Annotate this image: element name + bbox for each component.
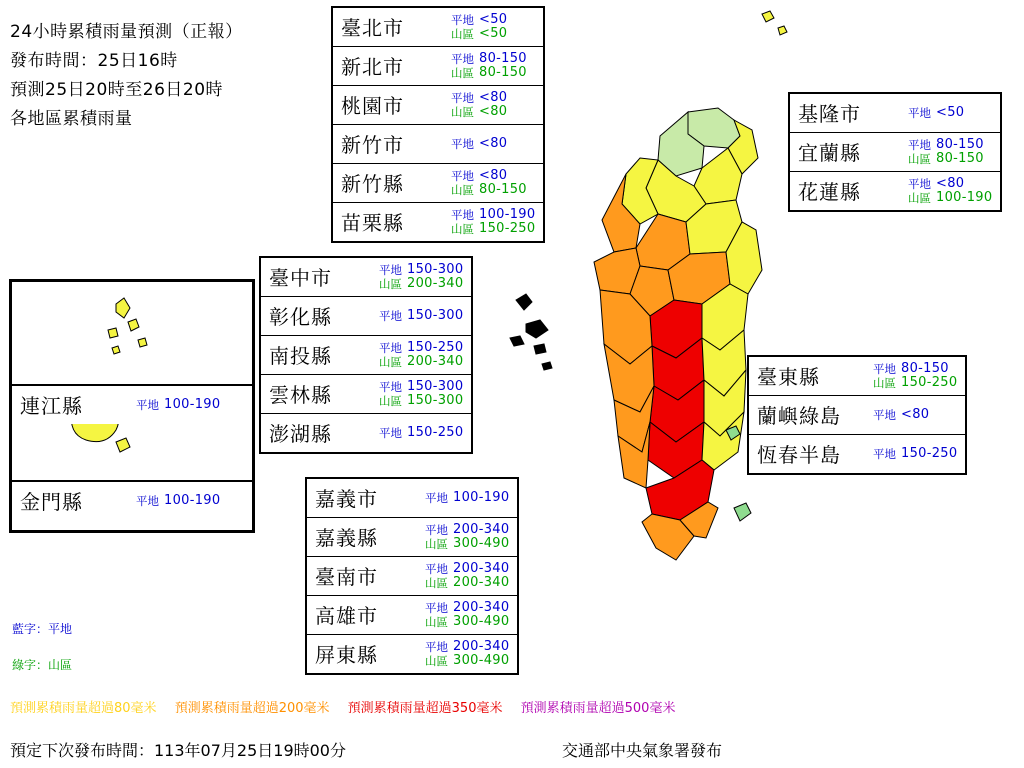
region-values bbox=[869, 357, 965, 395]
table-row[interactable] bbox=[307, 635, 517, 673]
plain-value: 100-190 bbox=[164, 493, 221, 508]
south-region-table bbox=[305, 477, 519, 675]
plain-label: 平地 bbox=[379, 309, 402, 323]
legend-over-500: 預測累積雨量超過500毫米 bbox=[520, 701, 676, 716]
region-values bbox=[869, 435, 965, 473]
mountain-label: 山區 bbox=[379, 277, 402, 291]
plain-value: 80-150 bbox=[479, 51, 527, 66]
region-name: 澎湖縣 bbox=[269, 422, 332, 446]
region-name: 蘭嶼綠島 bbox=[757, 404, 841, 428]
mountain-label: 山區 bbox=[425, 576, 448, 590]
region-name: 嘉義縣 bbox=[315, 526, 378, 550]
region-name: 新北市 bbox=[341, 55, 404, 79]
plain-value: 80-150 bbox=[901, 361, 949, 376]
mountain-label: 山區 bbox=[425, 615, 448, 629]
table-row[interactable] bbox=[749, 357, 965, 396]
region-values bbox=[421, 635, 517, 673]
plain-label: 平地 bbox=[908, 106, 931, 120]
table-row[interactable] bbox=[333, 164, 543, 203]
region-name: 臺東縣 bbox=[757, 365, 820, 389]
region-values bbox=[904, 94, 972, 132]
plain-label: 平地 bbox=[425, 601, 448, 615]
region-values bbox=[375, 414, 471, 452]
mountain-label: 山區 bbox=[379, 394, 402, 408]
mountain-label: 山區 bbox=[873, 376, 896, 390]
region-values bbox=[421, 479, 517, 517]
mountain-value: 300-490 bbox=[453, 536, 510, 551]
plain-value: 200-340 bbox=[453, 522, 510, 537]
mountain-label: 山區 bbox=[379, 355, 402, 369]
plain-label: 平地 bbox=[136, 398, 159, 412]
mountain-value: 100-190 bbox=[936, 190, 993, 205]
table-row[interactable] bbox=[261, 414, 471, 452]
plain-value: 200-340 bbox=[453, 561, 510, 576]
region-values bbox=[375, 258, 471, 296]
region-name: 臺中市 bbox=[269, 266, 332, 290]
mountain-label: 山區 bbox=[451, 183, 474, 197]
region-values bbox=[375, 375, 471, 413]
region-values bbox=[421, 557, 517, 595]
issuing-agency: 交通部中央氣象署發布 bbox=[562, 741, 723, 760]
plain-value: 200-340 bbox=[453, 639, 510, 654]
mountain-value: 150-250 bbox=[901, 375, 958, 390]
table-row[interactable] bbox=[307, 518, 517, 557]
table-row[interactable] bbox=[790, 172, 1000, 210]
table-row[interactable] bbox=[333, 203, 543, 241]
legend-over-200: 預測累積雨量超過200毫米 bbox=[174, 701, 330, 716]
mountain-value: 200-340 bbox=[453, 575, 510, 590]
region-name: 宜蘭縣 bbox=[798, 141, 861, 165]
plain-value: 150-250 bbox=[901, 446, 958, 461]
mountain-label: 山區 bbox=[908, 152, 931, 166]
region-name: 苗栗縣 bbox=[341, 211, 404, 235]
region-rainfall-line: 各地區累積雨量 bbox=[10, 109, 133, 129]
plain-value: 100-190 bbox=[164, 397, 221, 412]
plain-value: <80 bbox=[479, 90, 508, 105]
region-name: 桃園市 bbox=[341, 94, 404, 118]
region-name: 花蓮縣 bbox=[798, 180, 861, 204]
plain-label: 平地 bbox=[425, 523, 448, 537]
table-row[interactable] bbox=[307, 557, 517, 596]
plain-label: 平地 bbox=[425, 491, 448, 505]
region-name: 南投縣 bbox=[269, 344, 332, 368]
region-values bbox=[447, 47, 535, 85]
mountain-value: <50 bbox=[479, 26, 508, 41]
region-values bbox=[869, 396, 937, 434]
color-scale-legend bbox=[10, 697, 689, 716]
region-name: 基隆市 bbox=[798, 102, 861, 126]
table-row[interactable] bbox=[749, 435, 965, 473]
plain-value: <50 bbox=[936, 105, 965, 120]
region-values bbox=[421, 518, 517, 556]
plain-label: 平地 bbox=[873, 408, 896, 422]
plain-label: 平地 bbox=[379, 426, 402, 440]
region-values bbox=[904, 133, 992, 171]
plain-value: <80 bbox=[936, 176, 965, 191]
region-values bbox=[375, 297, 471, 335]
mountain-label: 山區 bbox=[451, 105, 474, 119]
plain-value: 200-340 bbox=[453, 600, 510, 615]
region-values bbox=[447, 203, 543, 241]
plain-label: 平地 bbox=[451, 137, 474, 151]
header-block bbox=[10, 18, 243, 134]
table-row[interactable] bbox=[307, 479, 517, 518]
region-name: 新竹縣 bbox=[341, 172, 404, 196]
plain-value: <50 bbox=[479, 12, 508, 27]
kinmen-label-row bbox=[12, 480, 252, 520]
plain-value: 100-190 bbox=[453, 490, 510, 505]
table-row[interactable] bbox=[790, 133, 1000, 172]
mountain-label: 山區 bbox=[451, 27, 474, 41]
north-region-table bbox=[331, 6, 545, 243]
region-values bbox=[132, 492, 228, 510]
plain-value: 150-300 bbox=[407, 379, 464, 394]
legend-blue-note: 藍字：平地 bbox=[12, 622, 73, 636]
east-region-table bbox=[747, 355, 967, 475]
region-name: 金門縣 bbox=[20, 490, 83, 514]
region-values bbox=[447, 8, 515, 46]
mountain-value: 80-150 bbox=[479, 182, 527, 197]
mountain-value: 300-490 bbox=[453, 653, 510, 668]
table-row[interactable] bbox=[333, 125, 543, 164]
region-values bbox=[904, 172, 1000, 210]
region-name: 高雄市 bbox=[315, 604, 378, 628]
table-row[interactable] bbox=[261, 297, 471, 336]
plain-label: 平地 bbox=[451, 169, 474, 183]
region-values bbox=[447, 86, 515, 124]
matsu-label-row bbox=[12, 384, 252, 424]
mountain-value: 300-490 bbox=[453, 614, 510, 629]
region-name: 屏東縣 bbox=[315, 643, 378, 667]
region-values bbox=[447, 164, 535, 202]
table-row[interactable] bbox=[333, 86, 543, 125]
northeast-region-table bbox=[788, 92, 1002, 212]
region-name: 臺北市 bbox=[341, 16, 404, 40]
title-line: 24小時累積雨量預測（正報） bbox=[10, 22, 243, 42]
region-name: 彰化縣 bbox=[269, 305, 332, 329]
legend-green-note: 綠字：山區 bbox=[12, 658, 73, 672]
mountain-value: 150-300 bbox=[407, 393, 464, 408]
table-row[interactable] bbox=[12, 482, 252, 520]
mountain-label: 山區 bbox=[451, 66, 474, 80]
plain-label: 平地 bbox=[379, 263, 402, 277]
mountain-label: 山區 bbox=[451, 222, 474, 236]
plain-value: 150-250 bbox=[407, 425, 464, 440]
region-name: 新竹市 bbox=[341, 133, 404, 157]
region-name: 臺南市 bbox=[315, 565, 378, 589]
table-row[interactable] bbox=[261, 375, 471, 414]
plain-label: 平地 bbox=[379, 380, 402, 394]
plain-label: 平地 bbox=[451, 13, 474, 27]
mountain-value: 80-150 bbox=[936, 151, 984, 166]
outlying-islands-inset bbox=[9, 279, 255, 533]
plain-value: <80 bbox=[901, 407, 930, 422]
next-issue-time: 預定下次發布時間：113年07月25日19時00分 bbox=[10, 741, 346, 760]
plain-label: 平地 bbox=[425, 562, 448, 576]
plain-value: 80-150 bbox=[936, 137, 984, 152]
region-name: 恆春半島 bbox=[757, 443, 841, 467]
mountain-value: <80 bbox=[479, 104, 508, 119]
mountain-label: 山區 bbox=[908, 191, 931, 205]
region-name: 嘉義市 bbox=[315, 487, 378, 511]
plain-label: 平地 bbox=[451, 208, 474, 222]
plain-label: 平地 bbox=[873, 362, 896, 376]
table-row[interactable] bbox=[790, 94, 1000, 133]
mountain-label: 山區 bbox=[425, 537, 448, 551]
plain-value: 150-250 bbox=[407, 340, 464, 355]
plain-label: 平地 bbox=[379, 341, 402, 355]
mountain-value: 200-340 bbox=[407, 276, 464, 291]
plain-label: 平地 bbox=[908, 138, 931, 152]
plain-label: 平地 bbox=[908, 177, 931, 191]
plain-label: 平地 bbox=[136, 494, 159, 508]
plain-label: 平地 bbox=[425, 640, 448, 654]
table-row[interactable] bbox=[261, 258, 471, 297]
legend-over-80: 預測累積雨量超過80毫米 bbox=[10, 701, 157, 716]
plain-value: <80 bbox=[479, 168, 508, 183]
region-values bbox=[447, 125, 515, 163]
plain-label: 平地 bbox=[451, 91, 474, 105]
mountain-value: 80-150 bbox=[479, 65, 527, 80]
plain-value: 100-190 bbox=[479, 207, 536, 222]
region-values bbox=[132, 396, 228, 414]
region-name: 連江縣 bbox=[20, 394, 83, 418]
plain-value: 150-300 bbox=[407, 262, 464, 277]
table-row[interactable] bbox=[333, 8, 543, 47]
mountain-label: 山區 bbox=[425, 654, 448, 668]
plain-label: 平地 bbox=[873, 447, 896, 461]
table-row[interactable] bbox=[307, 596, 517, 635]
plain-label: 平地 bbox=[451, 52, 474, 66]
table-row[interactable] bbox=[749, 396, 965, 435]
central-region-table bbox=[259, 256, 473, 454]
plain-value: 150-300 bbox=[407, 308, 464, 323]
region-values bbox=[375, 336, 471, 374]
region-values bbox=[421, 596, 517, 634]
region-name: 雲林縣 bbox=[269, 383, 332, 407]
mountain-value: 150-250 bbox=[479, 221, 536, 236]
mountain-value: 200-340 bbox=[407, 354, 464, 369]
legend-over-350: 預測累積雨量超過350毫米 bbox=[347, 701, 503, 716]
table-row[interactable] bbox=[12, 386, 252, 424]
issue-time-line: 發布時間：25日16時 bbox=[10, 51, 178, 71]
table-row[interactable] bbox=[261, 336, 471, 375]
plain-value: <80 bbox=[479, 136, 508, 151]
forecast-period-line: 預測25日20時至26日20時 bbox=[10, 80, 224, 100]
table-row[interactable] bbox=[333, 47, 543, 86]
